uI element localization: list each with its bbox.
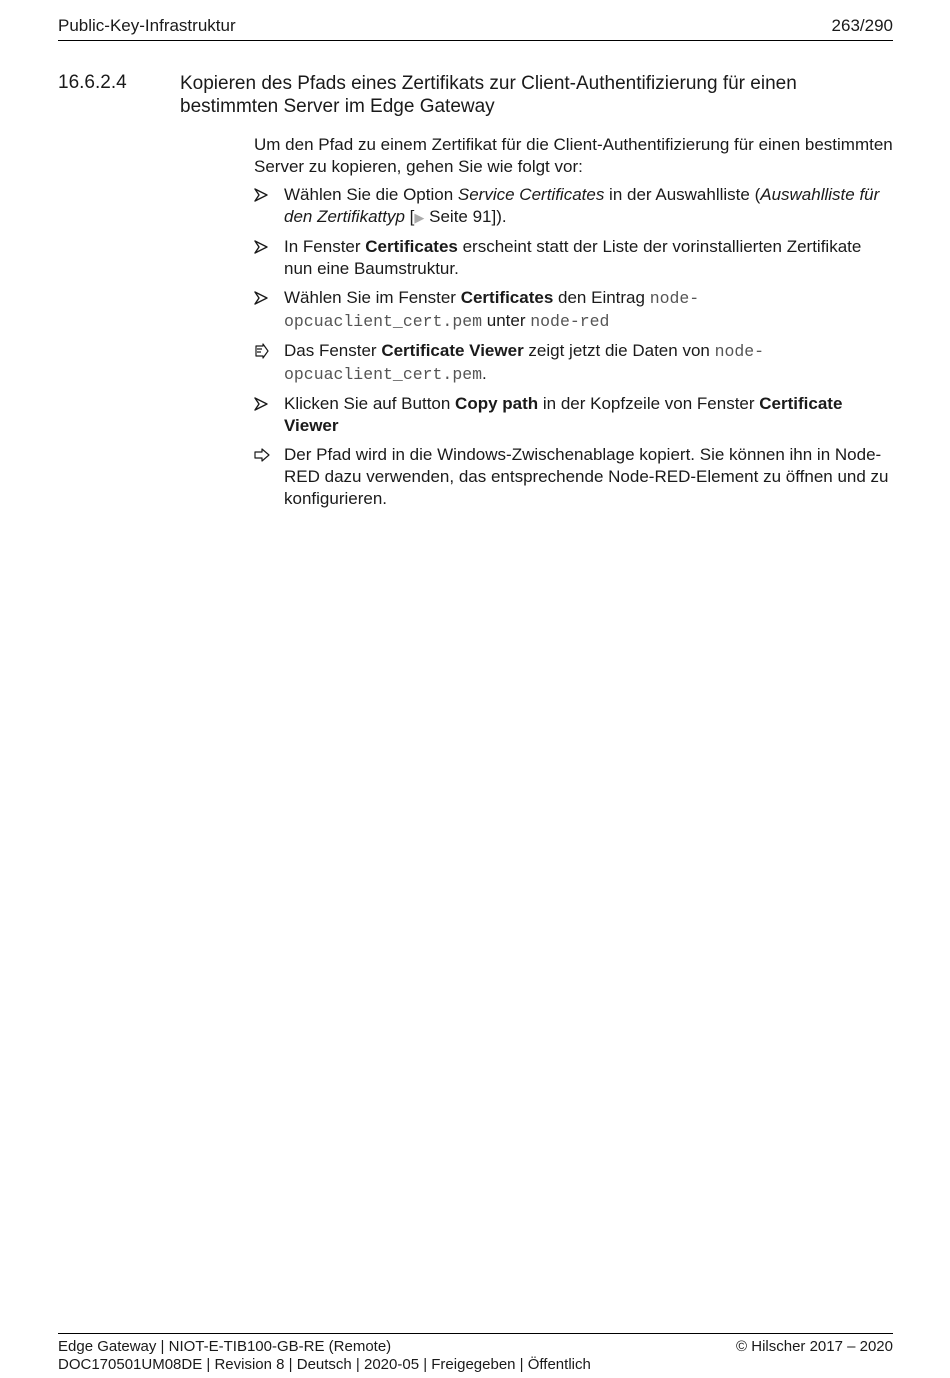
intermediate-result-icon bbox=[254, 340, 276, 362]
intro-text: Um den Pfad zu einem Zertifikat für die Client-Authentifizierung für einen bestimmten Server zu kopieren, gehen Sie wie folgt vor: bbox=[254, 135, 893, 176]
section-number: 16.6.2.4 bbox=[58, 72, 127, 93]
file-name: node-opcuaclient_cert.pem bbox=[284, 342, 765, 384]
footer-product: Edge Gateway | NIOT-E-TIB100-GB-RE (Remote) bbox=[58, 1338, 392, 1355]
step-select-entry: Wählen Sie im Fenster Certificates den Eintrag node-opcuaclient_cert.pem unter node-red bbox=[254, 287, 894, 333]
arrowhead-step-icon bbox=[254, 236, 276, 258]
option-name: Service Certificates bbox=[457, 185, 605, 204]
folder-name: node-red bbox=[530, 312, 610, 331]
step-select-option: Wählen Sie die Option Service Certificates in der Auswahlliste (Auswahlliste für den Zertifikattyp [▶ Seite 91]). bbox=[254, 184, 894, 229]
page-header bbox=[58, 16, 893, 41]
file-name: node-opcuaclient_cert.pem bbox=[284, 289, 700, 331]
arrowhead-step-icon bbox=[254, 287, 276, 309]
page-number: 263/290 bbox=[831, 16, 893, 35]
section-title: Kopieren des Pfads eines Zertifikats zur Client-Authentifizierung für einen bestimmten Server im Edge Gateway bbox=[180, 73, 797, 117]
intermediate-result: Das Fenster Certificate Viewer zeigt jetzt die Daten von node-opcuaclient_cert.pem. bbox=[254, 340, 894, 386]
page-reference[interactable]: Seite 91]). bbox=[424, 207, 507, 226]
step-copy-path: Klicken Sie auf Button Copy path in der Kopfzeile von Fenster Certificate Viewer bbox=[254, 393, 894, 437]
footer-copyright: © Hilscher 2017 – 2020 bbox=[736, 1338, 893, 1355]
page-footer bbox=[58, 1333, 893, 1374]
step-tree-structure: In Fenster Certificates erscheint statt der Liste der vorinstallierten Zertifikate nun eine Baumstruktur. bbox=[254, 236, 894, 280]
link-triangle-icon: ▶ bbox=[414, 210, 425, 225]
footer-document-info: DOC170501UM08DE | Revision 8 | Deutsch | 2020-05 | Freigegeben | Öffentlich bbox=[58, 1356, 591, 1373]
chapter-title: Public-Key-Infrastruktur bbox=[58, 16, 236, 35]
final-result: Der Pfad wird in die Windows-Zwischenablage kopiert. Sie können ihn in Node-RED dazu verwenden, das entsprechende Node-RED-Element zu öffnen und zu konfigurieren. bbox=[254, 444, 894, 510]
instructions bbox=[254, 134, 894, 517]
arrowhead-step-icon bbox=[254, 393, 276, 415]
arrowhead-step-icon bbox=[254, 184, 276, 206]
cross-reference-link[interactable]: Auswahlliste für den Zertifikattyp bbox=[284, 185, 880, 226]
result-arrow-icon bbox=[254, 444, 276, 466]
